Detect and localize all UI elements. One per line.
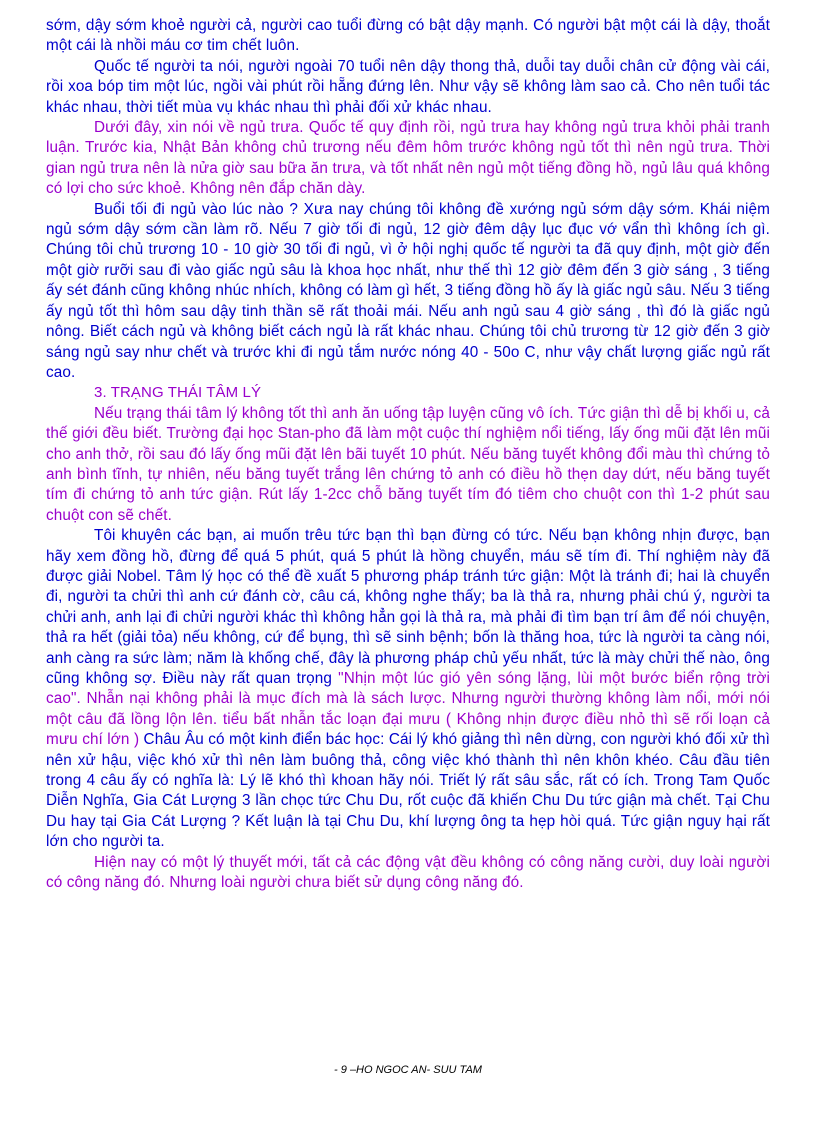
avoid-anger-text: Tôi khuyên các bạn, ai muốn trêu tức bạn thì bạn đừng có tức. Nếu bạn không nhịn được, bạn hãy xem đồng hồ, đừng để quá 5 phút, quá 5 phút là hồng chuyển, máu sẽ tím đi. Thí nghiệm này đã được giải Nobel. Tâm lý học có thể đề xuất 5 phương pháp tránh tức giận: Một là tránh đi; hai là chuyển đi, người ta chửi thì anh cứ đánh cờ, câu cá, không nghe thấy; ba là thả ra, nhưng phải chú ý, người ta chửi anh, anh lại đi chửi người khác thì không hẳn gọi là thả ra, mà phải đi tìm bạn trí âm để nói chuyện, thả ra hết (giải tỏa) nếu không, cứ để bụng, thì sẽ sinh bệnh; bốn là thăng hoa, tức là người ta càng nói, anh càng ra sức làm; năm là khống chế, đây là phương pháp chủ yếu nhất, tức là mày chửi thế nào, ông cũng không sợ. Điều này rất quan trọng (46, 527, 770, 687)
paragraph-elderly-wake-up: Quốc tế người ta nói, người ngoài 70 tuổi nên dậy thong thả, duỗi tay duỗi chân cử động vài cái, rồi xoa bóp tim một lúc, ngồi vài phút rồi hẵng đứng lên. Như vậy sẽ không làm sao cả. Cho nên tuổi tác khác nhau, thời tiết mùa vụ khác nhau thì phải đối xử khác nhau. (46, 57, 770, 116)
paragraph-psychology-experiment: Nếu trạng thái tâm lý không tốt thì anh ăn uống tập luyện cũng vô ích. Tức giận thì dễ bị khối u, cả thế giới đều biết. Trường đại học Stan-pho đã làm một cuộc thí nghiệm nổi tiếng, lấy ống mũi đặt lên mũi cho anh thở, rồi sau đó lấy ống mũi đặt lên bãi tuyết 10 phút. Nếu băng tuyết không đổi màu thì chứng tỏ anh bình tĩnh, tự nhiên, nếu băng tuyết trắng lên chứng tỏ anh có điều hồ thẹn day dứt, nếu băng tuyết tím đi chứng tỏ anh tức giận. Rút lấy 1-2cc chỗ băng tuyết tím đó tiêm cho chuột con thì 1-2 phút sau chuột con sẽ chết. (46, 404, 770, 524)
paragraph-wake-up-continued: sớm, dậy sớm khoẻ người cả, người cao tuổi đừng có bật dậy mạnh. Có người bật một cái là dậy, thoắt một cái là nhồi máu cơ tim chết luôn. (46, 17, 770, 55)
europe-classic-text: Châu Âu có một kinh điển bác học: Cái lý khó giảng thì nên dừng, con người khó đối xử thì nên xử hậu, việc khó xử thì nên làm buông thả, công việc khó thành thì nên khôn khéo. Câu đầu tiên trong 4 câu ấy có nghĩa là: Lý lẽ khó thì khoan hãy nói. Triết lý rất sâu sắc, rất có ích. Trong Tam Quốc Diễn Nghĩa, Gia Cát Lượng 3 lần chọc tức Chu Du, rốt cuộc đã khiến Chu Du tức giận mà chết. Tại Chu Du hay tại Gia Cát Lượng ? Kết luận là tại Chu Du, khí lượng ông ta hẹp hòi quá. Tức giận nguy hại rất lớn cho người ta. (46, 731, 771, 851)
section-heading-psychology: 3. TRẠNG THÁI TÂM LÝ (94, 384, 262, 402)
paragraph-avoid-anger (46, 526, 770, 853)
paragraph-night-sleep: Buổi tối đi ngủ vào lúc nào ? Xưa nay chúng tôi không đề xướng ngủ sớm dậy sớm. Khái niệm ngủ sớm dậy sớm cần làm rõ. Nếu 7 giờ tối đi ngủ, 12 giờ đêm dậy lục đục vớ vẩn thì không ích gì. Chúng tôi chủ trương 10 - 10 giờ 30 tối đi ngủ, vì ở hội nghị quốc tế người ta đã quy định, một giờ đến một giờ rưỡi sau đi vào giấc ngủ sâu là khoa học nhất, như thế thì 12 giờ đêm đến 3 giờ sáng , 3 tiếng ấy sét đánh cũng không nhúc nhích, không có làm gì hết, 3 tiếng đồng hồ ấy là giấc ngủ sâu. Nếu 3 tiếng ấy ngủ tốt thì hôm sau dậy tinh thần sẽ rất thoải mái. Nếu anh ngủ sau 4 giờ sáng , thì đó là giấc ngủ nông. Biết cách ngủ và không biết cách ngủ là rất khác nhau. Chúng tôi chủ trương từ 12 giờ đến 3 giờ sáng ngủ say như chết và trước khi đi ngủ tắm nước nóng 40 - 50o C, như vậy chất lượng giấc ngủ rất cao. (46, 200, 770, 381)
paragraph-laughter: Hiện nay có một lý thuyết mới, tất cả các động vật đều không có công năng cười, duy loài người có công năng đó. Nhưng loài người chưa biết sử dụng công năng đó. (46, 853, 770, 892)
patience-quote: "Nhịn một lúc gió yên sóng lặng, lùi một bước biển rộng trời cao". Nhẫn nại không phải là mục đích mà là sách lược. Nhưng người thường không làm nổi, mới nói một câu đã lồng lộn lên. tiểu bất nhẫn tắc loạn đại mưu ( Không nhịn được điều nhỏ thì sẽ rối loạn cả mưu chí lớn ) (46, 670, 770, 749)
paragraph-nap: Dưới đây, xin nói về ngủ trưa. Quốc tế quy định rồi, ngủ trưa hay không ngủ trưa khỏi phải tranh luận. Trước kia, Nhật Bản không chủ trương nếu đêm hôm trước không ngủ tốt thì nên ngủ trưa. Thời gian ngủ trưa nên là nửa giờ sau bữa ăn trưa, và tốt nhất nên ngủ một tiếng đồng hồ, ngủ lâu quá không có lợi cho sức khoẻ. Không nên đắp chăn dày. (46, 119, 770, 198)
page-footer: - 9 –HO NGOC AN- SUU TAM (334, 1064, 482, 1076)
document-body (46, 16, 770, 893)
